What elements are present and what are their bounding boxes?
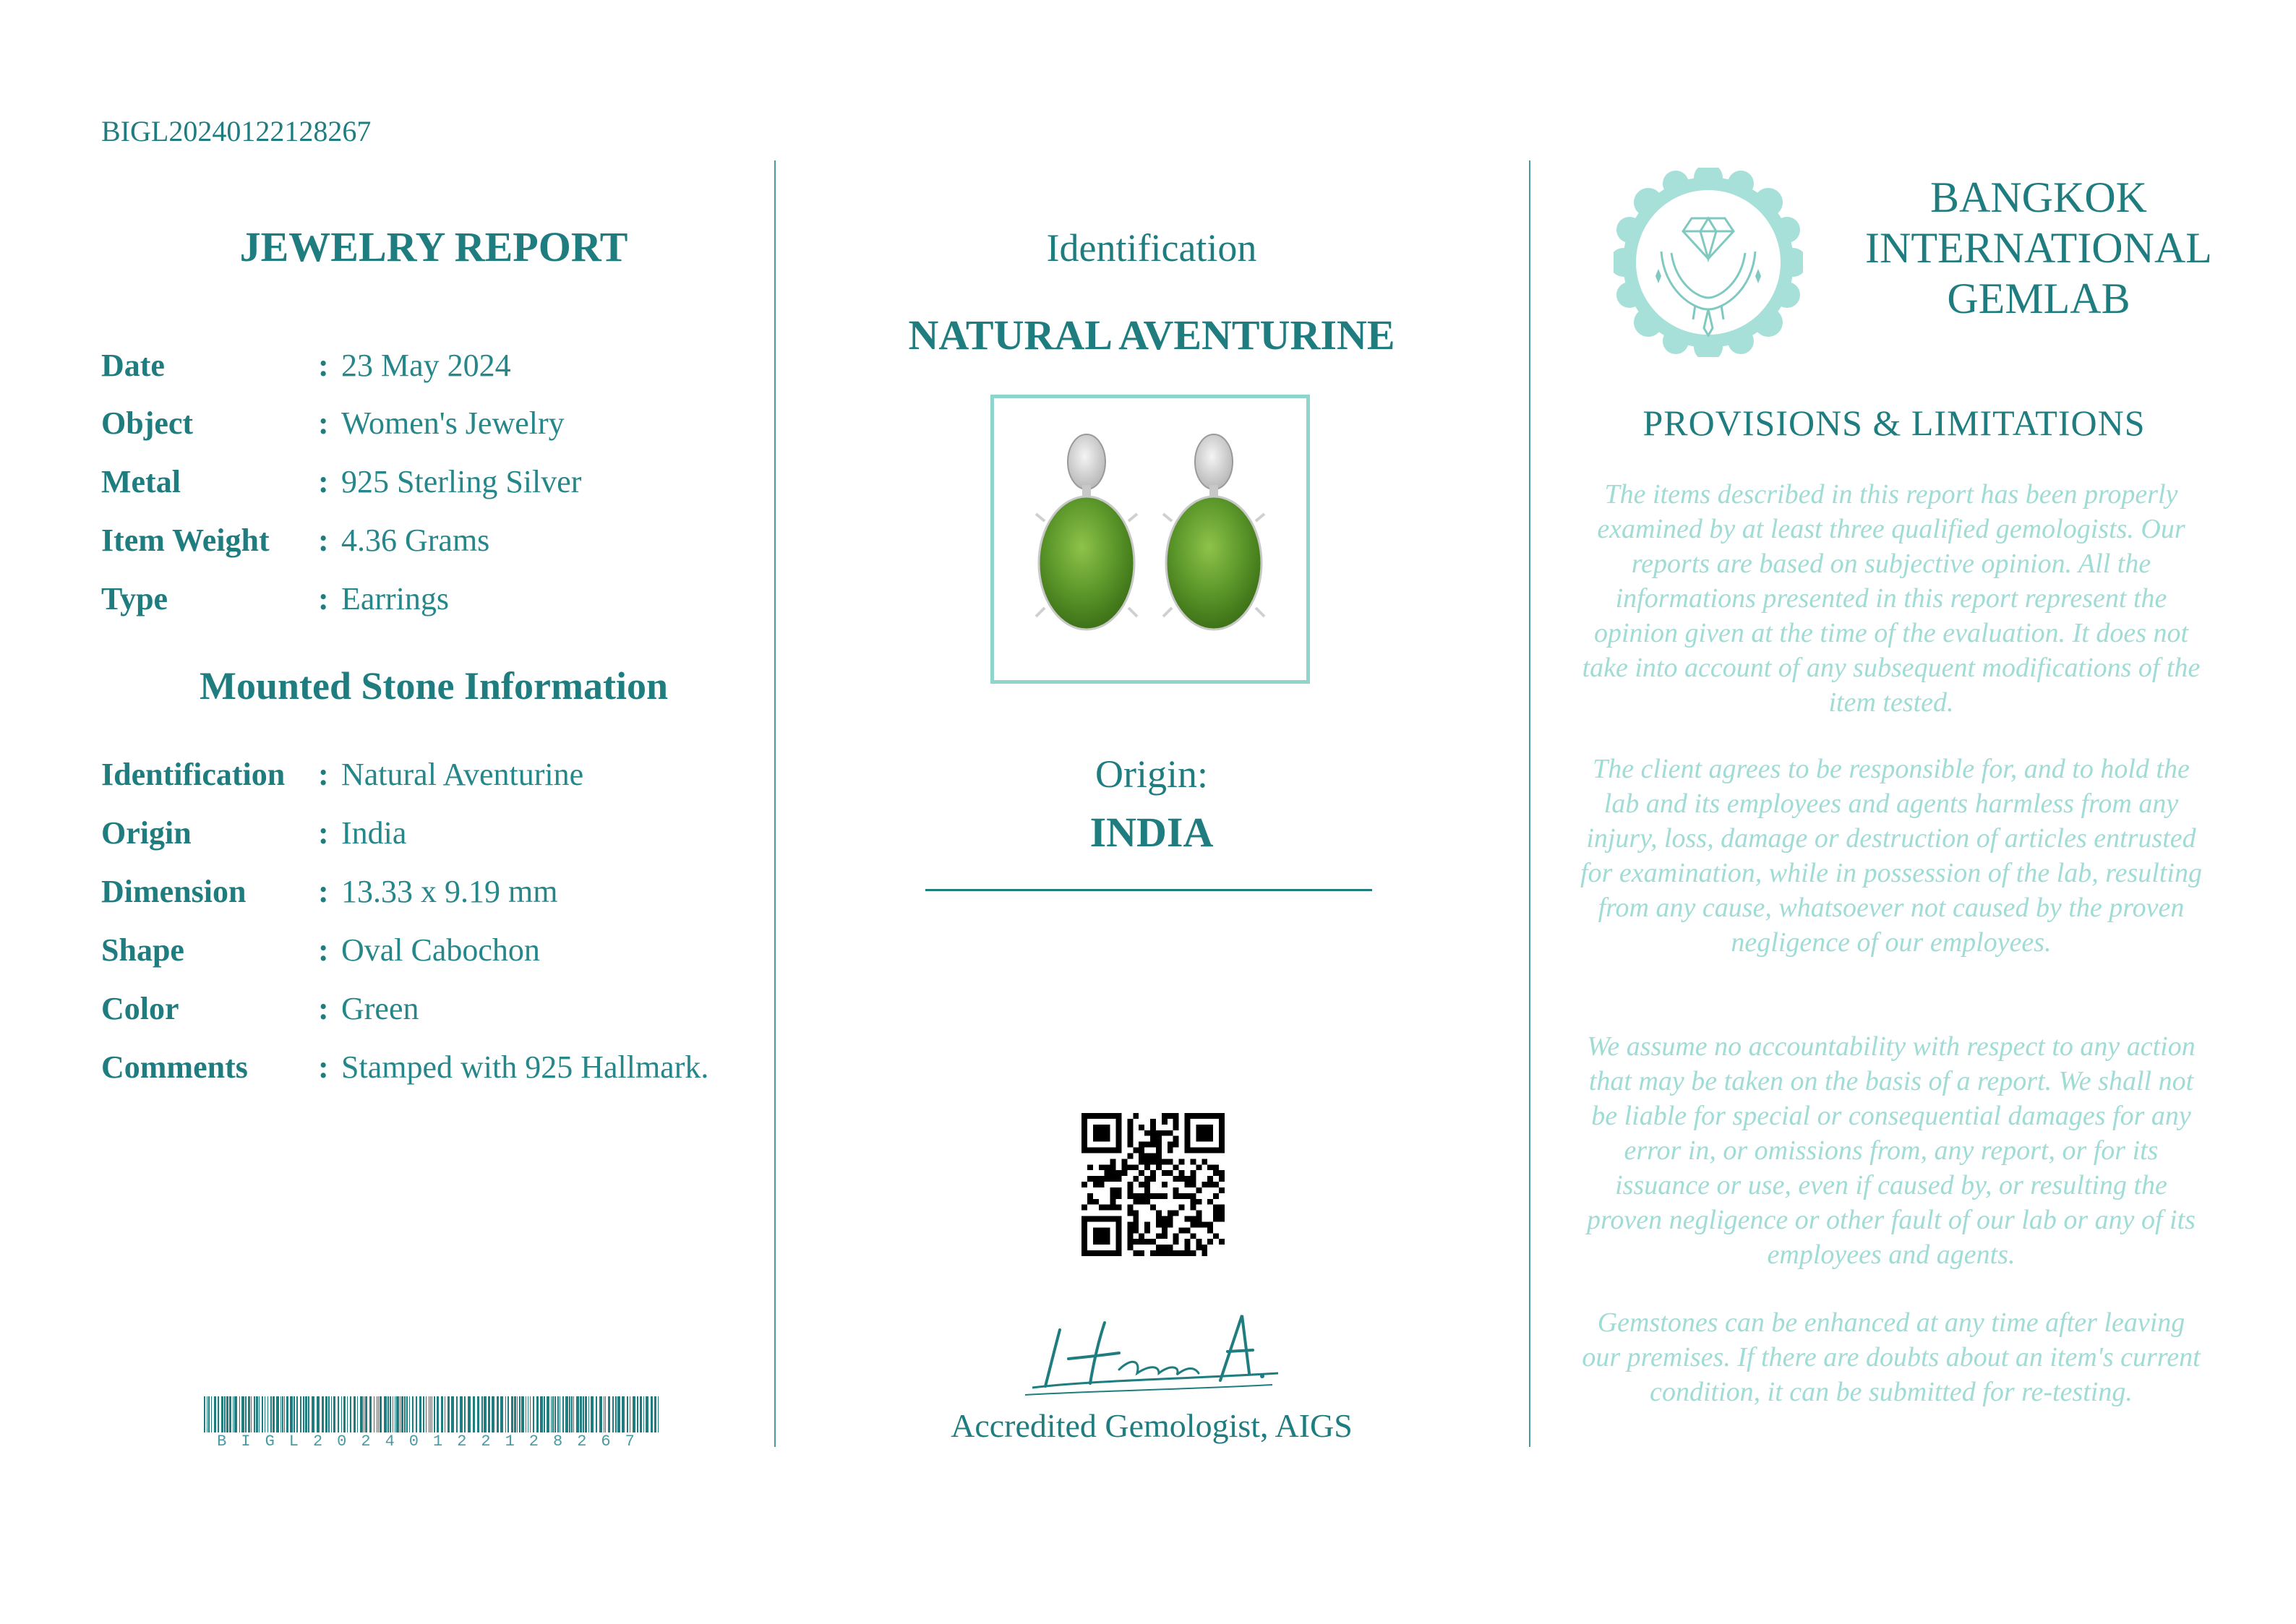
lab-seal-logo (1614, 168, 1803, 357)
stone-label: Origin (101, 815, 192, 851)
gemologist-signature (1003, 1301, 1293, 1402)
lab-name-line-1: BANGKOK (1930, 173, 2147, 221)
barcode-text: BIGL20240122128267 (217, 1432, 649, 1451)
stone-label: Dimension (101, 874, 247, 909)
provisions-paragraph-2: The client agrees to be responsible for, and to hold the lab and its employees and agents harmless from any injury, loss, damage or destruction of articles entrusted for examination, while in possession of the lab, resulting from any cause, whatsoever not caused by the proven negligence of our employees. (1580, 754, 2202, 958)
detail-separator: : (318, 581, 329, 616)
stone-value: India (341, 815, 407, 851)
stone-value: 13.33 x 9.19 mm (341, 874, 558, 909)
lab-name-line-2: INTERNATIONAL (1865, 224, 2212, 272)
detail-value: Earrings (341, 581, 450, 616)
stone-label: Identification (101, 757, 286, 792)
stone-value: Stamped with 925 Hallmark. (341, 1049, 709, 1085)
gemologist-title: Accredited Gemologist, AIGS (951, 1407, 1353, 1444)
detail-label: Date (101, 348, 165, 383)
stone-value: Oval Cabochon (341, 932, 540, 968)
earrings-photo (990, 395, 1310, 684)
stone-separator: : (318, 757, 329, 792)
stone-separator: : (318, 932, 329, 968)
provisions-title: PROVISIONS & LIMITATIONS (1642, 403, 2146, 443)
stone-name: NATURAL AVENTURINE (908, 312, 1395, 358)
mounted-stone-title: Mounted Stone Information (199, 664, 669, 708)
detail-value: 925 Sterling Silver (341, 464, 582, 499)
stone-value: Green (341, 991, 419, 1026)
origin-underline (925, 889, 1372, 891)
provisions-paragraph-3: We assume no accountability with respect to any action that may be taken on the basis of a report. We shall not be liable for special or consequential damages for any error in, or omissions from, any report, or for its issuance or use, even if caused by, or resulting the proven negligence or other fault of our lab or any of its employees and agents. (1587, 1031, 2196, 1270)
origin-value: INDIA (1089, 809, 1214, 856)
detail-value: 4.36 Grams (341, 523, 490, 558)
identification-heading: Identification (1046, 226, 1257, 270)
barcode-image (204, 1396, 662, 1432)
detail-separator: : (318, 464, 329, 499)
earrings-image (994, 398, 1306, 680)
lab-name-line-3: GEMLAB (1947, 275, 2130, 322)
detail-label: Type (101, 581, 168, 616)
stone-label: Color (101, 991, 179, 1026)
origin-label: Origin: (1095, 752, 1208, 796)
detail-label: Item Weight (101, 523, 270, 558)
stone-separator: : (318, 874, 329, 909)
report-number: BIGL20240122128267 (101, 115, 372, 147)
provisions-paragraph-1: The items described in this report has been properly examined by at least three qualified gemologists. Our reports are based on subjective opinion. All the informations presented in this report represent the opinion given at the time of the evaluation. It does not take into account of any subsequent modifications of the item tested. (1582, 479, 2201, 718)
detail-value: Women's Jewelry (341, 405, 565, 441)
column-divider-right (1529, 160, 1530, 1447)
detail-separator: : (318, 405, 329, 441)
stone-label: Shape (101, 932, 184, 968)
stone-separator: : (318, 991, 329, 1026)
stone-label: Comments (101, 1049, 248, 1085)
stone-value: Natural Aventurine (341, 757, 584, 792)
stone-separator: : (318, 815, 329, 851)
detail-label: Object (101, 405, 194, 441)
report-title: JEWELRY REPORT (239, 223, 628, 270)
lab-name (1851, 172, 2227, 324)
detail-value: 23 May 2024 (341, 348, 511, 383)
qr-code[interactable] (1081, 1113, 1225, 1256)
stone-separator: : (318, 1049, 329, 1085)
detail-separator: : (318, 523, 329, 558)
detail-separator: : (318, 348, 329, 383)
provisions-paragraph-4: Gemstones can be enhanced at any time after leaving our premises. If there are doubts about an item's current condition, it can be submitted for re-testing. (1582, 1307, 2201, 1407)
detail-label: Metal (101, 464, 181, 499)
